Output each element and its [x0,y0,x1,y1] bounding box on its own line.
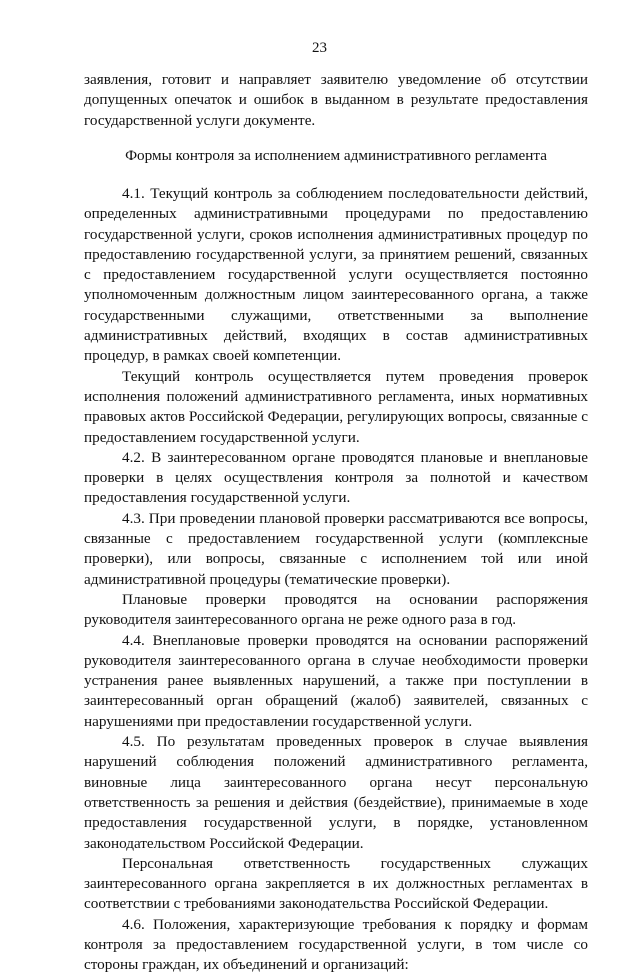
paragraph-4-6: 4.6. Положения, характеризующие требования к порядку и формам контроля за предоставлением государственной услуги, в том числе со стороны граждан, их объединений и организаций: [84,915,588,974]
paragraph-current-control: Текущий контроль осуществляется путем проведения проверок исполнения положений административного регламента, иных нормативных правовых актов Российской Федерации, регулирующих вопросы, связанные с предоставлением государственной услуги. [84,367,588,446]
paragraph-4-1: 4.1. Текущий контроль за соблюдением последовательности действий, определенных административными процедурами по предоставлению государственной услуги, сроков исполнения административных процедур по предоставлению государственной услуги, за принятием решений, связанных с предоставлением государственной услуги осуществляется постоянно уполномоченным должностным лицом заинтересованного органа, а также государственными служащими, ответственными за выполнение административных действий, входящих в состав административных процедур, в рамках своей компетенции. [84,185,588,365]
paragraph-4-2: 4.2. В заинтересованном органе проводятся плановые и внеплановые проверки в целях осуществления контроля за полнотой и качеством предоставления государственной услуги. [84,448,588,507]
page-number: 23 [312,40,327,56]
paragraph-4-5: 4.5. По результатам проведенных проверок в случае выявления нарушений соблюдения положений административного регламента, виновные лица заинтересованного органа несут персональную ответственность за решения и действия (бездействие), принимаемые в ходе предоставления государственной услуги, в порядке, установленном законодательством Российской Федерации. [84,733,588,852]
intro-paragraph: заявления, готовит и направляет заявителю уведомление об отсутствии допущенных опечаток и ошибок в выданном в результате предоставления государственной услуги документе. [84,71,588,129]
paragraph-4-4: 4.4. Внеплановые проверки проводятся на основании распоряжений руководителя заинтересованного органа в случае необходимости проверки устранения ранее выявленных нарушений, а также при поступлении в заинтересованный орган обращений (жалоб) заявителей, связанных с нарушениями при предоставлении государственной услуги. [84,631,588,730]
body-text [84,184,588,976]
paragraph-4-3: 4.3. При проведении плановой проверки рассматриваются все вопросы, связанные с предоставлением государственной услуги (комплексные проверки), или вопросы, связанные с исполнением той или иной административной процедуры (тематические проверки). [84,509,588,588]
paragraph-planned-checks: Плановые проверки проводятся на основании распоряжения руководителя заинтересованного органа не реже одного раза в год. [84,590,588,629]
section-heading: Формы контроля за исполнением административного регламента [125,147,547,164]
paragraph-personal-responsibility: Персональная ответственность государственных служащих заинтересованного органа закрепляется в их должностных регламентах в соответствии с требованиями законодательства Российской Федерации. [84,854,588,913]
intro-block [84,70,588,131]
